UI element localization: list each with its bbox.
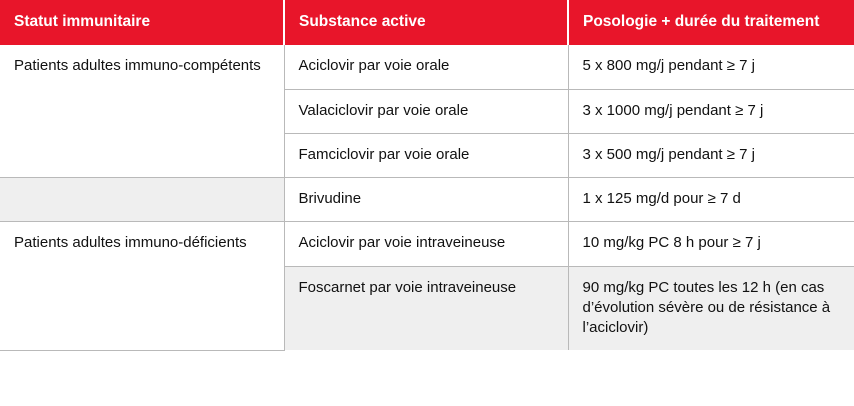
cell-posology: 5 x 800 mg/j pendant ≥ 7 j: [568, 45, 854, 89]
cell-active-substance: Aciclovir par voie orale: [284, 45, 568, 89]
cell-active-substance: Brivudine: [284, 178, 568, 222]
column-header-active-substance: Substance active: [284, 0, 568, 45]
table-body: [0, 45, 854, 350]
column-header-posology: Posologie + durée du traitement: [568, 0, 854, 45]
table-header: [0, 0, 854, 45]
cell-immune-status: Patients adultes immuno-compétents: [0, 45, 284, 177]
column-header-immune-status: Statut immunitaire: [0, 0, 284, 45]
cell-immune-status-empty: [0, 178, 284, 222]
cell-posology: 3 x 500 mg/j pendant ≥ 7 j: [568, 133, 854, 177]
cell-active-substance: Aciclovir par voie intraveineuse: [284, 222, 568, 266]
table-header-row: [0, 0, 854, 45]
table-row: [0, 222, 854, 266]
cell-posology: 90 mg/kg PC toutes les 12 h (en cas d’évolution sévère ou de résistance à l’aciclovir): [568, 266, 854, 350]
cell-active-substance: Famciclovir par voie orale: [284, 133, 568, 177]
cell-posology: 1 x 125 mg/d pour ≥ 7 d: [568, 178, 854, 222]
cell-posology: 10 mg/kg PC 8 h pour ≥ 7 j: [568, 222, 854, 266]
cell-active-substance: Foscarnet par voie intraveineuse: [284, 266, 568, 350]
table-row: [0, 178, 854, 222]
cell-active-substance: Valaciclovir par voie orale: [284, 89, 568, 133]
table-row: [0, 45, 854, 89]
cell-posology: 3 x 1000 mg/j pendant ≥ 7 j: [568, 89, 854, 133]
cell-immune-status: Patients adultes immuno-déficients: [0, 222, 284, 351]
